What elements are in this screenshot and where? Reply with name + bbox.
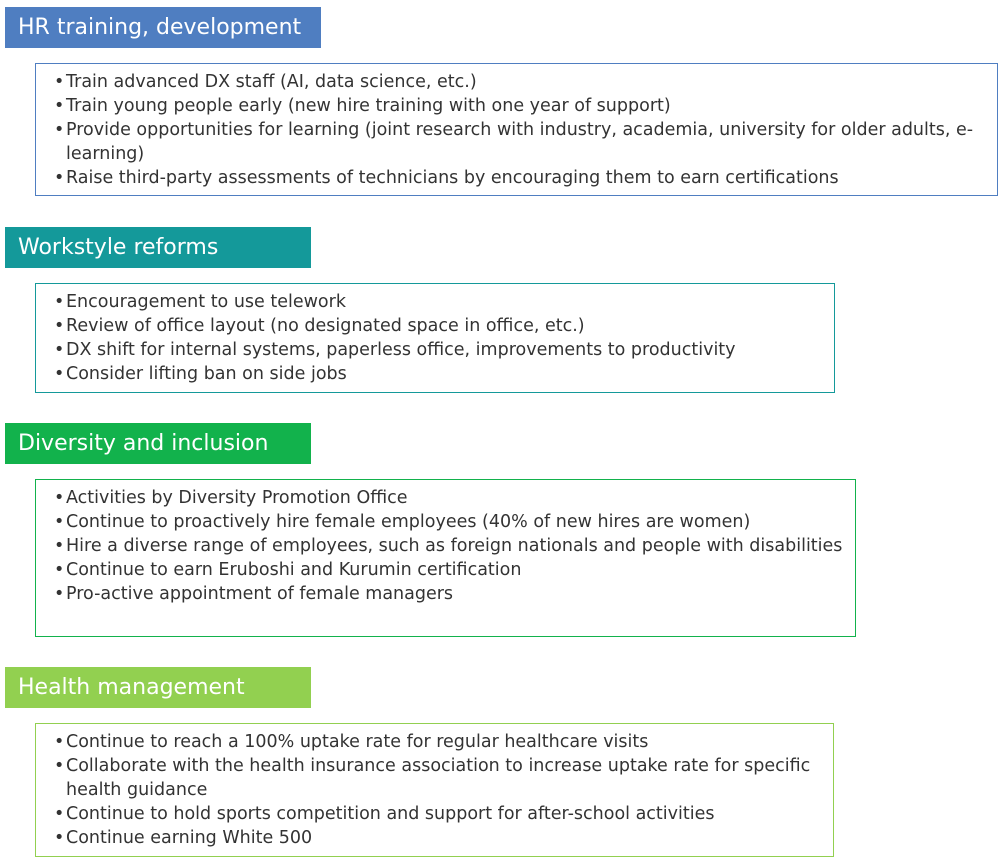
list-item-text: Raise third-party assessments of technicians by encouraging them to earn certifications bbox=[66, 168, 839, 188]
list-item bbox=[54, 802, 823, 826]
section-header-health-management: Health management bbox=[5, 667, 311, 708]
bullet-icon: • bbox=[54, 120, 65, 140]
section-box-hr-training bbox=[35, 63, 998, 196]
section-header-diversity-inclusion: Diversity and inclusion bbox=[5, 423, 311, 464]
bullet-icon: • bbox=[54, 804, 65, 824]
list-item-text: Continue to proactively hire female employees (40% of new hires are women) bbox=[66, 512, 751, 532]
list-item bbox=[54, 558, 845, 582]
bullet-list bbox=[54, 290, 824, 386]
list-item bbox=[54, 118, 987, 166]
bullet-icon: • bbox=[54, 292, 65, 312]
list-item bbox=[54, 486, 845, 510]
list-item-text: Continue to earn Eruboshi and Kurumin certification bbox=[66, 560, 522, 580]
list-item bbox=[54, 730, 823, 754]
list-item-text: Provide opportunities for learning (joint research with industry, academia, university for older adults, e-learning) bbox=[66, 120, 974, 164]
list-item-text: Pro-active appointment of female managers bbox=[66, 584, 454, 604]
list-item-text: Continue to reach a 100% uptake rate for regular healthcare visits bbox=[66, 732, 649, 752]
bullet-icon: • bbox=[54, 560, 65, 580]
bullet-icon: • bbox=[54, 732, 65, 752]
list-item bbox=[54, 362, 824, 386]
bullet-icon: • bbox=[54, 340, 65, 360]
bullet-icon: • bbox=[54, 512, 65, 532]
list-item-text: Train young people early (new hire training with one year of support) bbox=[66, 96, 671, 116]
section-box-diversity-inclusion bbox=[35, 479, 856, 637]
list-item-text: Consider lifting ban on side jobs bbox=[66, 364, 347, 384]
list-item bbox=[54, 94, 987, 118]
bullet-icon: • bbox=[54, 96, 65, 116]
list-item bbox=[54, 338, 824, 362]
bullet-icon: • bbox=[54, 584, 65, 604]
bullet-icon: • bbox=[54, 316, 65, 336]
list-item-text: Hire a diverse range of employees, such as foreign nationals and people with disabilities bbox=[66, 536, 843, 556]
section-header-workstyle-reforms: Workstyle reforms bbox=[5, 227, 311, 268]
list-item bbox=[54, 70, 987, 94]
list-item-text: Review of office layout (no designated space in office, etc.) bbox=[66, 316, 585, 336]
list-item bbox=[54, 314, 824, 338]
bullet-list bbox=[54, 70, 987, 190]
section-box-health-management bbox=[35, 723, 834, 857]
bullet-list bbox=[54, 486, 845, 606]
list-item-text: Collaborate with the health insurance association to increase uptake rate for specific health guidance bbox=[66, 756, 811, 800]
bullet-icon: • bbox=[54, 536, 65, 556]
list-item bbox=[54, 534, 845, 558]
bullet-list bbox=[54, 730, 823, 850]
bullet-icon: • bbox=[54, 72, 65, 92]
list-item bbox=[54, 582, 845, 606]
list-item bbox=[54, 290, 824, 314]
list-item-text: DX shift for internal systems, paperless office, improvements to productivity bbox=[66, 340, 736, 360]
list-item-text: Continue to hold sports competition and support for after-school activities bbox=[66, 804, 715, 824]
list-item bbox=[54, 166, 987, 190]
list-item bbox=[54, 826, 823, 850]
list-item-text: Continue earning White 500 bbox=[66, 828, 313, 848]
bullet-icon: • bbox=[54, 168, 65, 188]
bullet-icon: • bbox=[54, 756, 65, 776]
section-header-hr-training: HR training, development bbox=[5, 7, 321, 48]
list-item bbox=[54, 754, 823, 802]
section-box-workstyle-reforms bbox=[35, 283, 835, 393]
list-item-text: Activities by Diversity Promotion Office bbox=[66, 488, 408, 508]
list-item-text: Encouragement to use telework bbox=[66, 292, 346, 312]
bullet-icon: • bbox=[54, 828, 65, 848]
bullet-icon: • bbox=[54, 364, 65, 384]
list-item-text: Train advanced DX staff (AI, data science, etc.) bbox=[66, 72, 477, 92]
list-item bbox=[54, 510, 845, 534]
bullet-icon: • bbox=[54, 488, 65, 508]
